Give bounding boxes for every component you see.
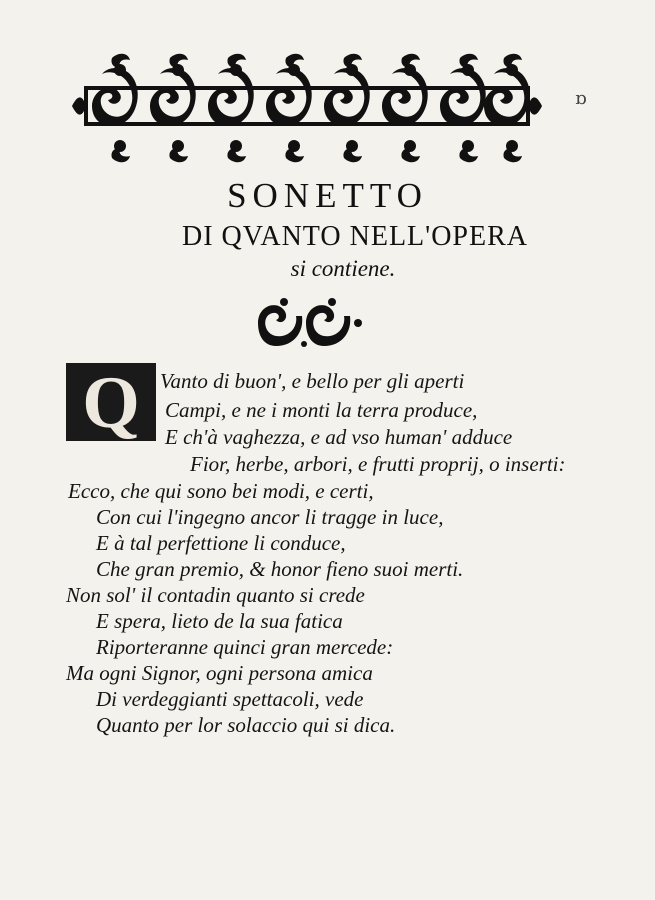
verse-line: Riporteranne quinci gran mercede: <box>96 635 394 659</box>
initial-letter: Q <box>82 362 140 444</box>
fleuron-ornament <box>254 296 364 350</box>
verse-line: E spera, lieto de la sua fatica <box>96 609 343 633</box>
ornamental-headpiece <box>72 50 542 168</box>
verse-line: Fior, herbe, arbori, e frutti proprij, o inserti: <box>190 452 566 476</box>
page-subtitle-italic: si contiene. <box>290 256 396 281</box>
verse-line: Con cui l'ingegno ancor li tragge in luce, <box>96 505 444 529</box>
verse-line: Ma ogni Signor, ogni persona amica <box>66 661 373 685</box>
verse-line: Quanto per lor solaccio qui si dica. <box>96 713 396 737</box>
verse-line: Non sol' il contadin quanto si crede <box>66 583 365 607</box>
page-title: SONETTO <box>227 176 428 215</box>
verse-line: E ch'à vaghezza, e ad vso human' adduce <box>165 425 513 449</box>
verse-line: Di verdeggianti spettacoli, vede <box>96 687 364 711</box>
verse-line: Campi, e ne i monti la terra produce, <box>165 398 478 422</box>
verse-line: Vanto di buon', e bello per gli aperti <box>160 369 465 393</box>
margin-mark: ɒ <box>575 88 587 109</box>
decorated-initial <box>66 362 156 444</box>
page-subtitle: DI QVANTO NELL'OPERA <box>181 221 528 252</box>
verse-line: Ecco, che qui sono bei modi, e certi, <box>68 479 374 503</box>
verse-line: Che gran premio, & honor fieno suoi merti. <box>96 557 464 581</box>
verse-line: E à tal perfettione li conduce, <box>96 531 346 555</box>
